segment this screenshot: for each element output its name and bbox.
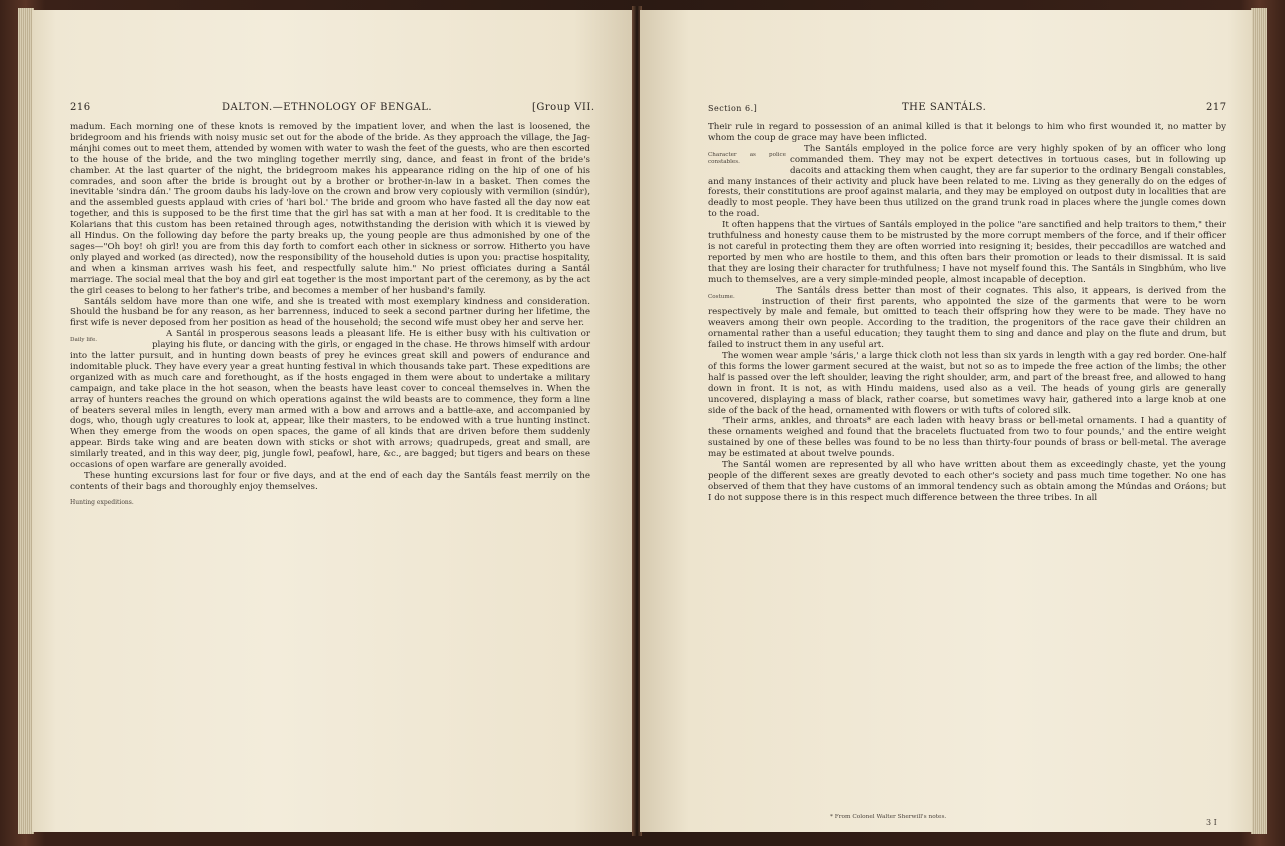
right-page [640, 10, 1252, 832]
left-group-label: [Group VII. [532, 102, 595, 113]
right-paragraph-6: 'Their arms, ankles, and throats* are each laden with heavy brass or bell-metal ornaments. I had a quantity of these ornaments weighed and found that the bracelets fluctuated from two to four pounds,' and the entire weight sustained by one of these belles was found to be no less than thirty-four pounds of brass or bell-metal. The average may be estimated at about twelve pounds. [708, 416, 1226, 460]
right-paragraph-5: The women wear ample 'sáris,' a large thick cloth not less than six yards in length with a gay red border. One-half of this forms the lower garment secured at the waist, but not so as to impede the free action of the limbs; the other half is passed over the left shoulder, leaving the right shoulder, arm, and part of the breast free, and allowed to hang down in front. It is not, as with Hindu maidens, used also as a veil. The heads of young girls are generally uncovered, displaying a mass of black, rather coarse, but sometimes wavy hair, gathered into a large knob at one side of the back of the head, ornamented with flowers or with tufts of colored silk. [708, 351, 1226, 416]
left-paragraph-3: A Santál in prosperous seasons leads a pleasant life. He is either busy with his cultivation or playing his flute, or dancing with the girls, or engaged in the chase. He throws himself with ardour into the latter pursuit, and in hunting down beasts of prey he evinces great skill and powers of endurance and indomitable pluck. They have every year a great hunting festival in which thousands take part. These expeditions are organized with as much care and forethought, as if the hosts engaged in them were about to undertake a military campaign, and take place in the hot season, when the beasts have least cover to conceal themselves in. When the array of hunters reaches the ground on which operations against the wild beasts are to commence, they form a line of beaters several miles in length, every man armed with a bow and arrows and a battle-axe, and accompanied by dogs, who, though ugly creatures to look at, appear, like their masters, to be endowed with a true hunting instinct. When they emerge from the woods on open spaces, the game of all kinds that are driven before them suddenly appear. Birds take wing and are beaten down with sticks or shot with arrows; quadrupeds, great and small, are similarly treated, and in this way deer, pig, jungle fowl, peafowl, hare, &c., are bagged; but tigers and bears on these occasions of open warfare are generally avoided. [70, 329, 590, 471]
left-page-number: 216 [70, 102, 91, 113]
sidenote-police: Character as police constables. [708, 151, 786, 165]
right-paragraph-7: The Santál women are represented by all who have written about them as exceedingly chaste, yet the young people of the different sexes are greatly devoted to each other's society and pass much time together. No one has observed of them that they have customs of an immoral tendency such as obtain among the Múndas and Oráons; but I do not suppose there is in this respect much difference between the three tribes. In all [708, 460, 1226, 503]
left-paragraph-4: These hunting excursions last for four or five days, and at the end of each day the Santáls feast merrily on the contents of their bags and thoroughly enjoy themselves. [70, 471, 590, 492]
right-paragraph-1: Their rule in regard to possession of an animal killed is that it belongs to him who first wounded it, no matter by whom the coup de grace may have been inflicted. [708, 122, 1226, 143]
right-paragraph-4-wrap [708, 286, 1226, 351]
sidenote-hunting: Hunting expeditions. [70, 498, 134, 506]
right-paragraph-3: It often happens that the virtues of Santáls employed in the police "are sanctified and help traitors to them," their truthfulness and honesty cause them to be mistrusted by the more corrupt members of the force, and if their officer is not careful in protecting them they are often worried into resigning it; besides, their peccadillos are watched and reported by men who are hostile to them, and this often bars their promotion or leads to their dismissal. It is said that they are losing their character for truthfulness; I have not myself found this. The Santáls in Singbhúm, who live much to themselves, are a very simple-minded people, almost incapable of deception. [708, 220, 1226, 285]
left-text-block [70, 122, 590, 506]
left-running-head: DALTON.—ETHNOLOGY OF BENGAL. [222, 102, 433, 113]
right-page-number: 217 [1206, 102, 1227, 113]
left-paragraph-1: madum. Each morning one of these knots is removed by the impatient lover, and when the last is loosened, the bridegroom and his friends with noisy music set out for the abode of the bride. As they approach the village, the Jag-mánjhi comes out to meet them, attended by women with water to wash the feet of the guests, who are then escorted to the house of the bride, and the two mingling together merrily sing, dance, and feast in front of the bride's chamber. At the last quarter of the night, the bridegroom makes his appearance riding on the hip of one of his comrades, and soon after the bride is brought out by a brother or brother-in-law in a basket. Then comes the inevitable 'sindra dán.' The groom daubs his lady-love on the crown and brow very copiously with vermilion (sindúr), and the assembled guests applaud with cries of 'hari bol.' The bride and groom who have fasted all the day now eat together, and this is supposed to be the first time that the girl has sat with a man at her food. It is creditable to the Kolarians that this custom has been retained through ages, notwithstanding the derision with which it is viewed by all Hindus. On the following day before the party breaks up, the young people are thus admonished by one of the sages—"Oh boy! oh girl! you are from this day forth to comfort each other in sickness or sorrow. Hitherto you have only played and worked (as directed), now the responsibility of the household duties is upon you: practise hospitality, and when a kinsman arrives wash his feet, and respectfully salute him." No priest officiates during a Santál marriage. The social meal that the boy and girl eat together is the most important part of the ceremony, as by the act the girl ceases to belong to her father's tribe, and becomes a member of her husband's family. [70, 122, 590, 296]
right-text-block [708, 122, 1226, 504]
right-section-label: Section 6.] [708, 104, 758, 113]
right-page-edges [1251, 8, 1267, 834]
sidenote-costume: Costume. [708, 293, 735, 300]
signature-mark: 3 I [1206, 818, 1217, 827]
sidenote-daily-life: Daily life. [70, 337, 98, 344]
right-paragraph-2: The Santáls employed in the police force are very highly spoken of by an officer who long commanded them. They may not be expert detectives in tortuous cases, but in following up dacoits and attacking them when caught, they are far superior to the ordinary Bengali constables, and many instances of their activity and pluck have been related to me. Living as they generally do on the edges of forests, their constitutions are proof against malaria, and they may be employed on outpost duty in localities that are deadly to most people. They have been thus utilized on the grand trunk road in places where the jungle comes down to the road. [708, 143, 1226, 220]
left-page [32, 10, 634, 832]
footnote: * From Colonel Walter Sherwill's notes. [830, 814, 947, 820]
right-paragraph-4: The Santáls dress better than most of their cognates. This also, it appears, is derived from the instruction of their first parents, who appointed the size of the garments that were to be worn respectively by male and female, but omitted to teach their offspring how they were to be made. They have no weavers among their own people. According to the tradition, the progenitors of the race gave their children an ornamental rather than a useful education; they taught them to sing and dance and play on the flute and drum, but failed to instruct them in any useful art. [708, 285, 1226, 351]
left-paragraph-2: Santáls seldom have more than one wife, and she is treated with most exemplary kindness and consideration. Should the husband be for any reason, as her barrenness, induced to seek a second partner during her lifetime, the first wife is never deposed from her position as head of the household; the second wife must obey her and serve her. [70, 296, 590, 329]
left-paragraph-3-wrap [70, 329, 590, 471]
right-running-head: THE SANTÁLS. [902, 102, 987, 113]
right-paragraph-2-wrap [708, 144, 1226, 220]
